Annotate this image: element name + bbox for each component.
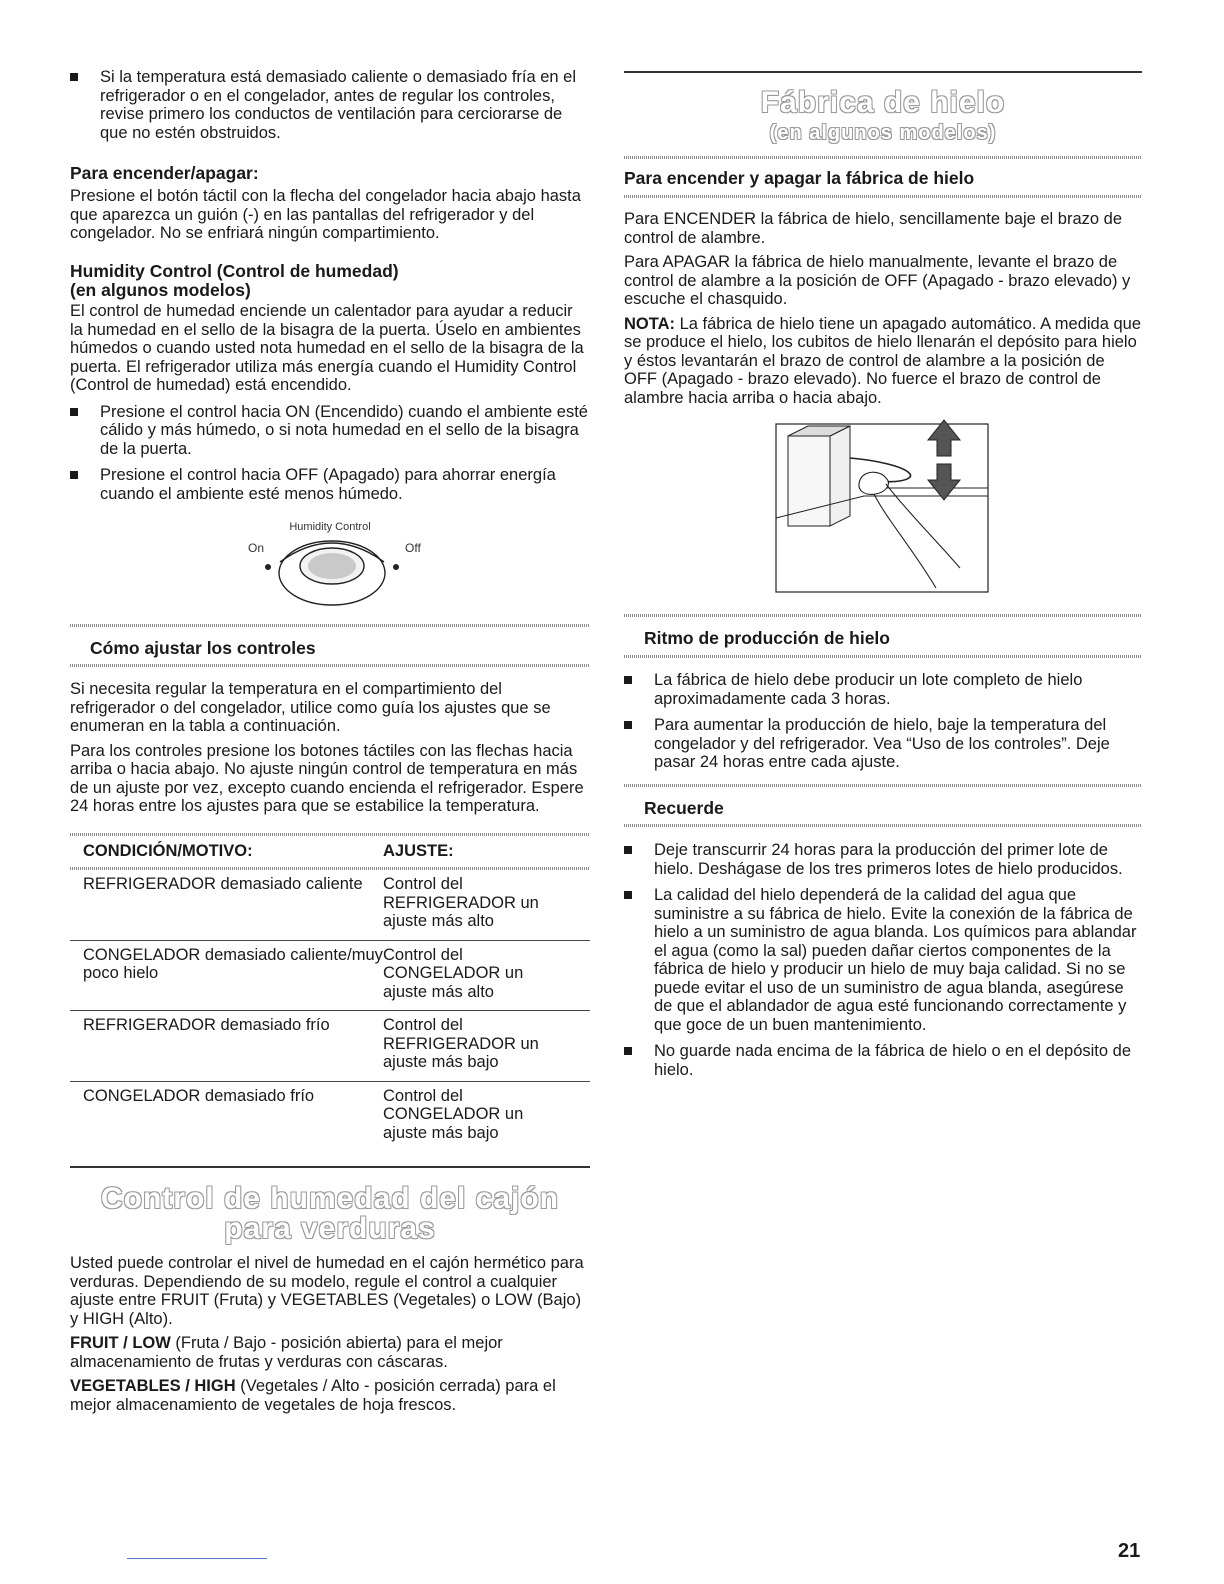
on-off-section: [70, 164, 590, 243]
humidity-section: [70, 262, 590, 511]
ice-onoff-para1: Para ENCENDER la fábrica de hielo, sencillamente baje el brazo de control de alambre.: [624, 210, 1123, 247]
bullet-square-icon: [624, 676, 632, 684]
table-row: [70, 870, 590, 940]
humidity-control-diagram: [70, 516, 590, 616]
page-number: 21: [1118, 1540, 1141, 1562]
list-item: Si la temperatura está demasiado caliente o demasiado fría en el refrigerador o en el congelador, antes de regular los controles, revise primero los conductos de ventilación para cerciorarse de que no estén obstruidos.: [70, 68, 590, 142]
bullet-square-icon: [624, 846, 632, 854]
bullet-square-icon: [70, 73, 78, 81]
list-item: Para aumentar la producción de hielo, baje la temperatura del congelador y del refrigerador. Vea “Uso de los controles”. Deje pasar 24 horas entre cada ajuste.: [624, 716, 1142, 772]
crisper-title: Control de humedad del cajón para verduras: [100, 1182, 560, 1245]
bullet-square-icon: [70, 408, 78, 416]
humidity-heading-line1: Humidity Control (Control de humedad): [70, 261, 399, 281]
ice-rate-heading: Ritmo de producción de hielo: [644, 628, 890, 648]
adjust-table-wrap: [70, 833, 590, 1151]
crisper-para1: Usted puede controlar el nivel de humedad en el cajón hermético para verduras. Dependiendo de su modelo, regule el control a cualquier ajuste entre FRUIT (Fruta) y VEGETABLES (Vegetales) o LOW (Bajo) y HIGH (Alto).: [70, 1254, 584, 1328]
bullet-square-icon: [624, 721, 632, 729]
list-item: Presione el control hacia ON (Encendido) cuando el ambiente esté cálido y más húmedo, o si nota humedad en el sello de la bisagra de la puerta.: [70, 403, 590, 459]
table-header-row: [70, 836, 590, 867]
intro-bullet-list: [70, 68, 590, 150]
remember-bullet-list: [624, 841, 1142, 1079]
ice-maker-front: [788, 436, 830, 526]
diagram-off-label: Off: [405, 541, 421, 555]
remember-section: [624, 784, 1142, 1087]
humidity-heading-line2: (en algunos modelos): [70, 280, 251, 300]
table-cell-adjust: Control del REFRIGERADOR un ajuste más alto: [383, 875, 539, 930]
footer-line: [127, 1558, 267, 1559]
ice-maker-title: Fábrica de hielo: [760, 86, 1006, 119]
divider: [70, 624, 590, 627]
ice-maker-arm-image: [624, 418, 1142, 600]
adjust-section: [70, 624, 590, 816]
humidity-dial-illustration: [70, 516, 590, 616]
table-cell-adjust: Control del CONGELADOR un ajuste más bajo: [383, 1081, 590, 1151]
humidity-body: El control de humedad enciende un calentador para ayudar a reducir la humedad en el sello de la bisagra de la puerta. Úselo en ambientes húmedos o cuando usted nota humedad en el sello de la bisagra de la puerta. El refrigerador utiliza más energía cuando el Humidity Control (Control de humedad) está encendido.: [70, 302, 584, 394]
table-cell-adjust: Control del REFRIGERADOR un ajuste más bajo: [383, 1011, 590, 1082]
table-cell-condition: REFRIGERADOR demasiado frío: [70, 1011, 383, 1082]
table-header-condition: CONDICIÓN/MOTIVO:: [83, 842, 253, 860]
on-off-body: Presione el botón táctil con la flecha del congelador hacia abajo hasta que aparezca un guión (-) en las pantallas del refrigerador y del congelador. No se enfriará ningún compartimiento.: [70, 187, 581, 242]
table-row: [70, 1081, 590, 1151]
bullet-square-icon: [70, 471, 78, 479]
diagram-title: Humidity Control: [289, 521, 371, 533]
table-header-adjust: AJUSTE:: [383, 842, 454, 860]
adjust-para1: Si necesita regular la temperatura en el compartimiento del refrigerador o del congelador, utilice como guía los ajustes que se enumeran en la tabla a continuación.: [70, 680, 551, 735]
ice-onoff-note: NOTA: La fábrica de hielo tiene un apagado automático. A medida que se produce el hielo, los cubitos de hielo llenarán el depósito para hielo y éstos levantarán el brazo de control de alambre a la posición de OFF (Apagado - brazo elevado). No fuerce el brazo de control de alambre hacia arriba o hacia abajo.: [624, 314, 1142, 407]
diagram-on-label: On: [248, 541, 265, 555]
adjust-table: [70, 836, 590, 1151]
divider: [624, 784, 1142, 787]
bullet-square-icon: [624, 1047, 632, 1055]
divider: [624, 71, 1142, 73]
divider: [624, 655, 1142, 658]
divider: [70, 664, 590, 667]
on-off-heading: Para encender/apagar:: [70, 163, 259, 183]
ice-rate-section: [624, 614, 1142, 780]
list-item: La calidad del hielo dependerá de la calidad del agua que suministre a su fábrica de hielo. Evite la conexión de la fábrica de hielo a un suministro de agua blanda. Los químicos para ablandar el agua (como la sal) pueden dañar ciertos componentes de la fábrica de hielo y producir un hielo de muy baja calidad. Si no se puede evitar el uso de un suministro de agua blanda, asegúrese de que el ablandador de agua esté funcionando correctamente y que goce de un buen mantenimiento.: [624, 886, 1142, 1034]
crisper-veg-para: VEGETABLES / HIGH (Vegetales / Alto - posición cerrada) para el mejor almacenamiento de vegetales de hoja frescos.: [70, 1377, 556, 1414]
table-row: [70, 940, 590, 1011]
hand-icon: [859, 472, 888, 494]
list-item: No guarde nada encima de la fábrica de hielo o en el depósito de hielo.: [624, 1042, 1142, 1079]
dial-rocker-center: [308, 553, 356, 579]
remember-heading: Recuerde: [644, 798, 724, 818]
ice-maker-header: [624, 71, 1142, 145]
list-item: Presione el control hacia OFF (Apagado) para ahorrar energía cuando el ambiente esté menos húmedo.: [70, 466, 590, 503]
ice-onoff-section: [624, 156, 1142, 407]
divider: [624, 195, 1142, 198]
divider: [624, 824, 1142, 827]
adjust-heading: Cómo ajustar los controles: [90, 638, 316, 658]
ice-rate-bullet-list: [624, 671, 1142, 772]
humidity-bullet-list: [70, 403, 590, 504]
table-cell-adjust: Control del CONGELADOR un ajuste más alto: [383, 940, 590, 1011]
list-item: Deje transcurrir 24 horas para la producción del primer lote de hielo. Deshágase de los tres primeros lotes de hielo producidos.: [624, 841, 1142, 878]
divider: [624, 614, 1142, 617]
ice-onoff-para2: Para APAGAR la fábrica de hielo manualmente, levante el brazo de control de alambre a la posición de OFF (Apagado - brazo elevado) y escuche el chasquido.: [624, 253, 1131, 308]
ice-maker-side: [830, 426, 850, 526]
list-item: La fábrica de hielo debe producir un lote completo de hielo aproximadamente cada 3 horas.: [624, 671, 1142, 708]
adjust-para2: Para los controles presione los botones táctiles con las flechas hacia arriba o hacia abajo. No ajuste ningún control de temperatura en más de un ajuste por vez, excepto cuando encienda el refrigerador. Espere 24 horas entre los ajustes para que se estabilice la temperatura.: [70, 741, 584, 815]
bullet-square-icon: [624, 891, 632, 899]
ice-onoff-heading: Para encender y apagar la fábrica de hielo: [624, 168, 975, 188]
table-cell-condition: CONGELADOR demasiado caliente/muy poco hielo: [70, 940, 383, 1011]
ice-maker-subtitle: (en algunos modelos): [769, 122, 997, 144]
ice-maker-illustration: [624, 418, 1142, 598]
crisper-section: [70, 1166, 590, 1414]
divider: [624, 156, 1142, 159]
table-cell-condition: REFRIGERADOR demasiado caliente: [83, 875, 363, 893]
divider: [70, 1166, 590, 1168]
off-dot-icon: [393, 564, 399, 570]
table-cell-condition: CONGELADOR demasiado frío: [70, 1081, 383, 1151]
crisper-fruit-para: FRUIT / LOW (Fruta / Bajo - posición abierta) para el mejor almacenamiento de frutas y verduras con cáscaras.: [70, 1334, 503, 1371]
on-dot-icon: [265, 564, 271, 570]
table-row: [70, 1011, 590, 1082]
